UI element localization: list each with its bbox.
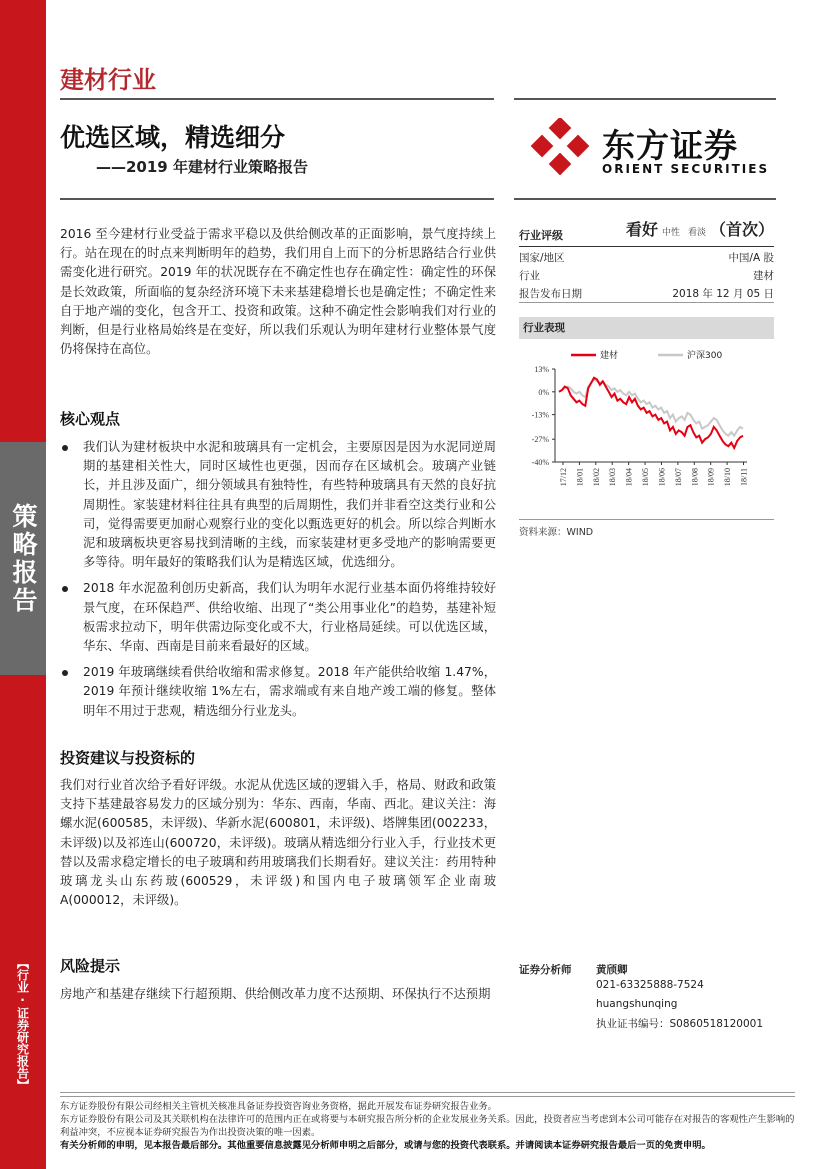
country-row <box>519 249 774 267</box>
investment-heading: 投资建议与投资标的 <box>60 749 196 767</box>
rating-neutral: 中性 <box>661 228 680 238</box>
divider <box>60 1092 795 1093</box>
report-subtitle: ——2019 年建材行业策略报告 <box>96 158 308 176</box>
rating-value-group <box>626 221 774 242</box>
performance-heading: 行业表现 <box>519 317 774 339</box>
divider <box>60 98 494 100</box>
divider <box>60 1096 795 1097</box>
country-value: 中国/A 股 <box>728 252 774 264</box>
x-tick-label: 18/05 <box>641 468 651 487</box>
x-tick-label: 18/06 <box>657 468 667 487</box>
company-logo <box>530 118 770 178</box>
rating-first: （首次） <box>709 220 774 239</box>
bullet-icon <box>62 586 68 592</box>
x-tick-label: 18/02 <box>591 468 601 487</box>
rating-value: 看好 <box>625 220 658 239</box>
industry-title: 建材行业 <box>60 66 156 94</box>
country-label: 国家/地区 <box>519 252 565 264</box>
divider <box>514 198 776 200</box>
y-tick-label: 0% <box>538 387 549 397</box>
industry-row <box>519 267 774 285</box>
date-row <box>519 285 774 303</box>
disclaimer-line-bold: 有关分析师的申明，见本报告最后部分。其他重要信息披露见分析师申明之后部分，或请与您的投资代表联系。并请阅读本证券研究报告最后一页的免责申明。 <box>60 1140 711 1151</box>
x-tick-label: 18/03 <box>608 468 618 487</box>
key-points-heading: 核心观点 <box>60 410 121 428</box>
rating-bearish: 看淡 <box>687 228 706 238</box>
disclaimer-footer <box>60 1100 800 1152</box>
list-item <box>60 438 496 572</box>
performance-chart-svg <box>519 342 774 520</box>
risk-paragraph: 房地产和基建存继续下行超预期、供给侧改革力度不达预期、环保执行不达预期 <box>60 987 491 1001</box>
analyst-label: 证券分析师 <box>519 964 572 976</box>
legend-label: 沪深300 <box>687 351 723 361</box>
y-tick-label: -27% <box>531 435 549 445</box>
orient-logo-icon <box>530 118 594 178</box>
list-item <box>60 663 496 721</box>
disclaimer-line: 东方证券股份有限公司经相关主管机关核准具备证券投资咨询业务资格，据此开展发布证券研究报告业务。 <box>60 1101 497 1112</box>
logo-text-en: ORIENT SECURITIES <box>602 162 770 176</box>
divider <box>519 519 774 520</box>
key-points-list <box>60 438 496 728</box>
series-line-0 <box>559 378 743 448</box>
y-tick-label: -13% <box>531 410 549 420</box>
industry-label: 行业 <box>519 270 540 282</box>
analyst-email: huangshunqing <box>596 998 678 1010</box>
rating-row <box>519 220 774 247</box>
x-tick-label: 18/08 <box>690 468 700 487</box>
date-label: 报告发布日期 <box>519 288 582 300</box>
date-value: 2018 年 12 月 05 日 <box>672 288 774 300</box>
y-tick-label: 13% <box>534 365 549 374</box>
analyst-phone: 021-63325888-7524 <box>596 979 704 991</box>
list-item <box>60 579 496 656</box>
x-tick-label: 18/11 <box>739 468 749 486</box>
risk-heading: 风险提示 <box>60 957 121 975</box>
rating-label: 行业评级 <box>519 229 563 242</box>
industry-value: 建材 <box>753 270 774 282</box>
y-tick-label: -40% <box>531 458 549 467</box>
bullet-icon <box>62 670 68 676</box>
report-category-label: 【行业·证券研究报告】 <box>15 957 30 1091</box>
rating-table <box>519 220 774 303</box>
key-point-text: 2019 年玻璃继续看供给收缩和需求修复。2018 年产能供给收缩 1.47%，2019 年预计继续收缩 1%左右，需求端或有来自地产竣工端的修复。整体明年不用过于悲观，精选细分行业龙头。 <box>83 665 496 718</box>
bullet-icon <box>62 445 68 451</box>
investment-paragraph: 我们对行业首次给予看好评级。水泥从优选区域的逻辑入手，格局、财政和政策支持下基建最容易发力的区域分别为：华东、西南，华南、西北。建议关注：海螺水泥(600585，未评级)、华新水泥(600801，未评级)、塔牌集团(002233，未评级)以及祁连山(600720，未评级)。玻璃从精选细分行业入手，行业技术更替以及需求稳定增长的电子玻璃和药用玻璃我们长期看好。建议关注：药用特种玻璃龙头山东药玻(600529，未评级)和国内电子玻璃领军企业南玻 A(000012，未评级)。 <box>60 778 496 908</box>
x-tick-label: 17/12 <box>559 468 568 487</box>
key-point-text: 我们认为建材板块中水泥和玻璃具有一定机会，主要原因是因为水泥同逆周期的基建相关性大，同时区域性也更强，因而存在区域机会。玻璃产业链长，并且涉及面广，细分领域具有独特性，有些特种玻璃具有天然的良好抗周期性。家装建材料往往具有典型的后周期性，我们并非看空这类行业和公司，觉得需要更加耐心观察行业的变化以甄选更好的机会。所以综合判断水泥和玻璃板块更容易找到清晰的主线，而家装建材更多受地产的影响需要更多等待。明年最好的策略我们认为是精选区域，优选细分。 <box>83 440 496 570</box>
chart-source: 资料来源：WIND <box>519 527 594 538</box>
x-tick-label: 18/07 <box>673 468 683 487</box>
key-point-text: 2018 年水泥盈利创历史新高，我们认为明年水泥行业基本面仍将维持较好景气度，在环保趋严、供给收缩、出现了“类公用事业化”的趋势，基建补短板需求拉动下，明年供需边际变化或不大，行业格局延续。可以优选区域，华东、华南、西南是目前来看最好的区域。 <box>83 581 496 654</box>
x-tick-label: 18/04 <box>624 468 634 487</box>
report-title: 优选区域，精选细分 <box>60 123 286 152</box>
report-type-tab: 策略报告 <box>0 442 46 675</box>
disclaimer-line: 东方证券股份有限公司及其关联机构在法律许可的范围内正在或将要与本研究报告所分析的企业发展业务关系。因此，投资者应当考虑到本公司可能存在对报告的客观性产生影响的利益冲突，不应视本证券研究报告为作出投资决策的唯一因素。 <box>60 1114 795 1138</box>
divider <box>60 198 494 200</box>
analyst-license: 执业证书编号：S0860518120001 <box>596 1018 764 1030</box>
intro-paragraph: 2016 至今建材行业受益于需求平稳以及供给侧改革的正面影响，景气度持续上行。站在现在的时点来判断明年的趋势，我们用自上而下的分析思路结合行业供需变化进行研究。2019 年的状况既存在不确定性也存在确定性：确定性的环保是长效政策，所面临的复杂经济环境下未来基建稳增长也是确定性；不确定性来自于地产端的变化，包含开工、投资和政策。这种不确定性会影响我们对行业的判断，但是行业格局始终是在变好，所以我们乐观认为明年建材行业整体景气度仍将保持在高位。 <box>60 227 496 357</box>
analyst-name: 黄颀卿 <box>596 964 628 976</box>
x-tick-label: 18/09 <box>706 468 716 487</box>
x-tick-label: 18/10 <box>723 468 733 487</box>
performance-chart <box>519 342 774 520</box>
legend-label: 建材 <box>600 351 619 361</box>
divider <box>514 98 776 100</box>
x-tick-label: 18/01 <box>575 468 585 487</box>
logo-text-cn: 东方证券 <box>602 126 738 165</box>
